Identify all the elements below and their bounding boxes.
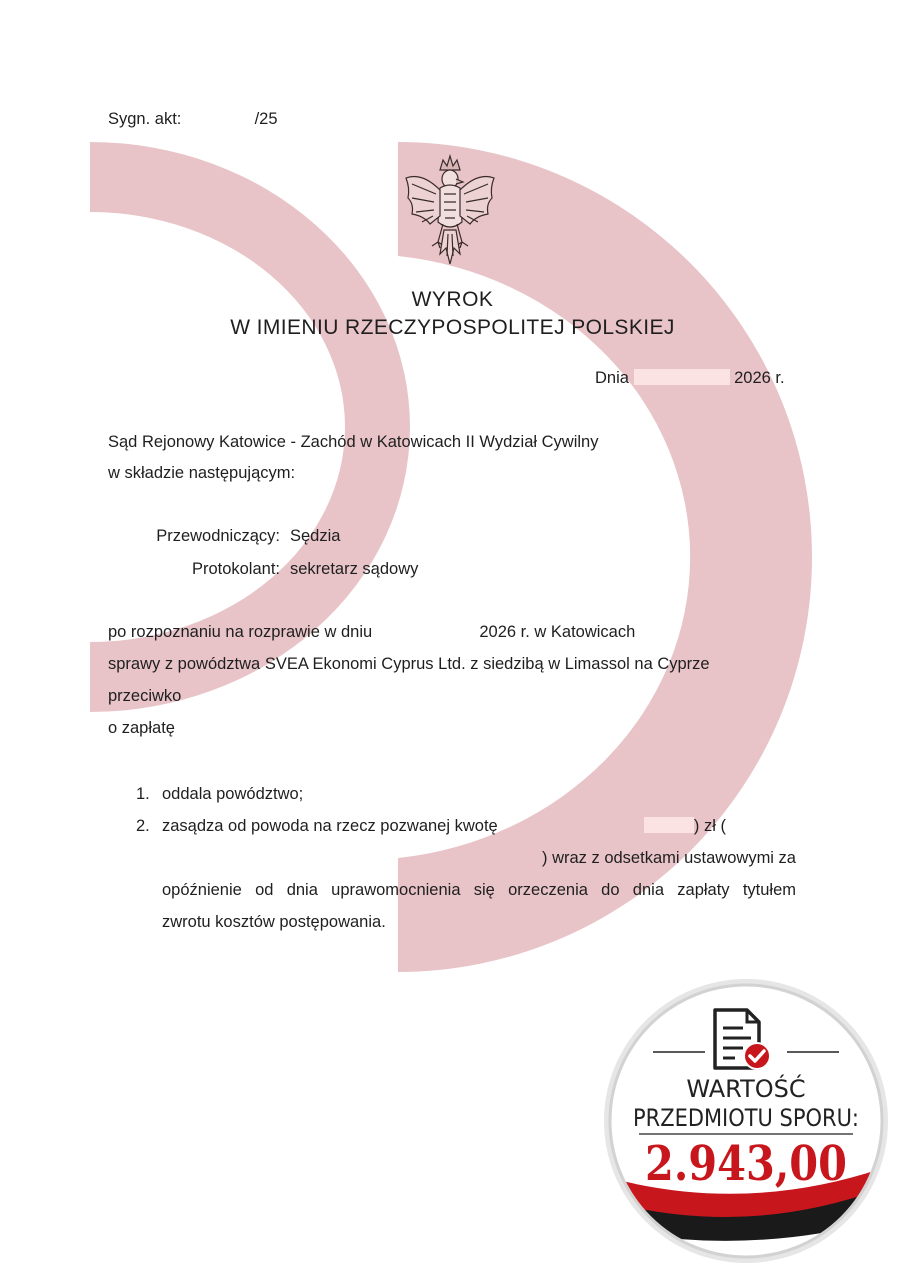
ruling-line-1 <box>108 810 796 842</box>
redacted-judge-name <box>345 527 525 543</box>
hearing-text: po rozpoznaniu na rozprawie w dniu <box>108 623 373 641</box>
redacted-date <box>634 369 730 385</box>
chair-label: Przewodniczący: <box>156 527 280 545</box>
judgment-subtitle: W IMIENIU RZECZYPOSPOLITEJ POLSKIEJ <box>230 316 675 339</box>
date-year: 2026 r. <box>734 369 785 387</box>
redacted-hearing-date <box>377 623 475 639</box>
redacted-amount-words <box>726 817 796 833</box>
proceedings-line-1 <box>108 623 635 642</box>
redacted-case-number <box>186 110 250 126</box>
court-name: Sąd Rejonowy Katowice - Zachód w Katowicach II Wydział Cywilny <box>108 433 599 451</box>
plaintiff-line: sprawy z powództwa SVEA Ekonomi Cyprus Ltd. z siedzibą w Limassol na Cyprze <box>108 655 710 673</box>
rulings-list <box>108 778 796 938</box>
ruling-item <box>108 810 796 938</box>
redacted-amount <box>644 817 694 833</box>
hearing-place: 2026 r. w Katowicach <box>479 623 636 641</box>
badge-label-2: PRZEDMIOTU SPORU: <box>633 1104 859 1132</box>
clerk-title: sekretarz sądowy <box>290 560 419 578</box>
ruling-text-part: ) zł ( <box>693 817 726 835</box>
ruling-text-part: zasądza od powoda na rzecz pozwanej kwotę <box>162 817 498 835</box>
ruling-item <box>108 778 796 810</box>
court-composition: w składzie następującym: <box>108 464 296 482</box>
ruling-line-4: zwrotu kosztów postępowania. <box>162 913 386 931</box>
ruling-number: 1. <box>136 785 150 803</box>
ruling-line-3: opóźnienie od dnia uprawomocnienia się orzeczenia do dnia zapłaty tytułem <box>162 881 796 899</box>
ruling-line-2 <box>108 842 796 874</box>
chair-value <box>290 527 525 546</box>
polish-eagle-emblem <box>400 152 500 270</box>
case-signature-suffix: /25 <box>254 110 278 128</box>
redacted-clerk-name <box>423 560 543 576</box>
judgment-title: WYROK <box>411 288 494 311</box>
dispute-value-badge <box>603 978 889 1264</box>
redacted-defendant <box>186 687 296 703</box>
defendant-line <box>108 687 296 706</box>
clerk-value <box>290 560 543 579</box>
ruling-text-part: ) wraz z odsetkami ustawowymi za <box>542 849 796 867</box>
judgment-date <box>595 369 785 388</box>
subject-line: o zapłatę <box>108 719 175 737</box>
clerk-label: Protokolant: <box>191 560 280 578</box>
chair-title: Sędzia <box>290 527 341 545</box>
date-prefix: Dnia <box>595 369 629 387</box>
ruling-number: 2. <box>136 817 150 835</box>
badge-label-1: WARTOŚĆ <box>686 1075 806 1103</box>
badge-amount: 2.943,00 <box>645 1136 847 1192</box>
case-signature <box>108 110 278 129</box>
ruling-text: oddala powództwo; <box>162 785 304 803</box>
case-signature-label: Sygn. akt: <box>108 110 182 128</box>
defendant-label: przeciwko <box>108 687 182 705</box>
